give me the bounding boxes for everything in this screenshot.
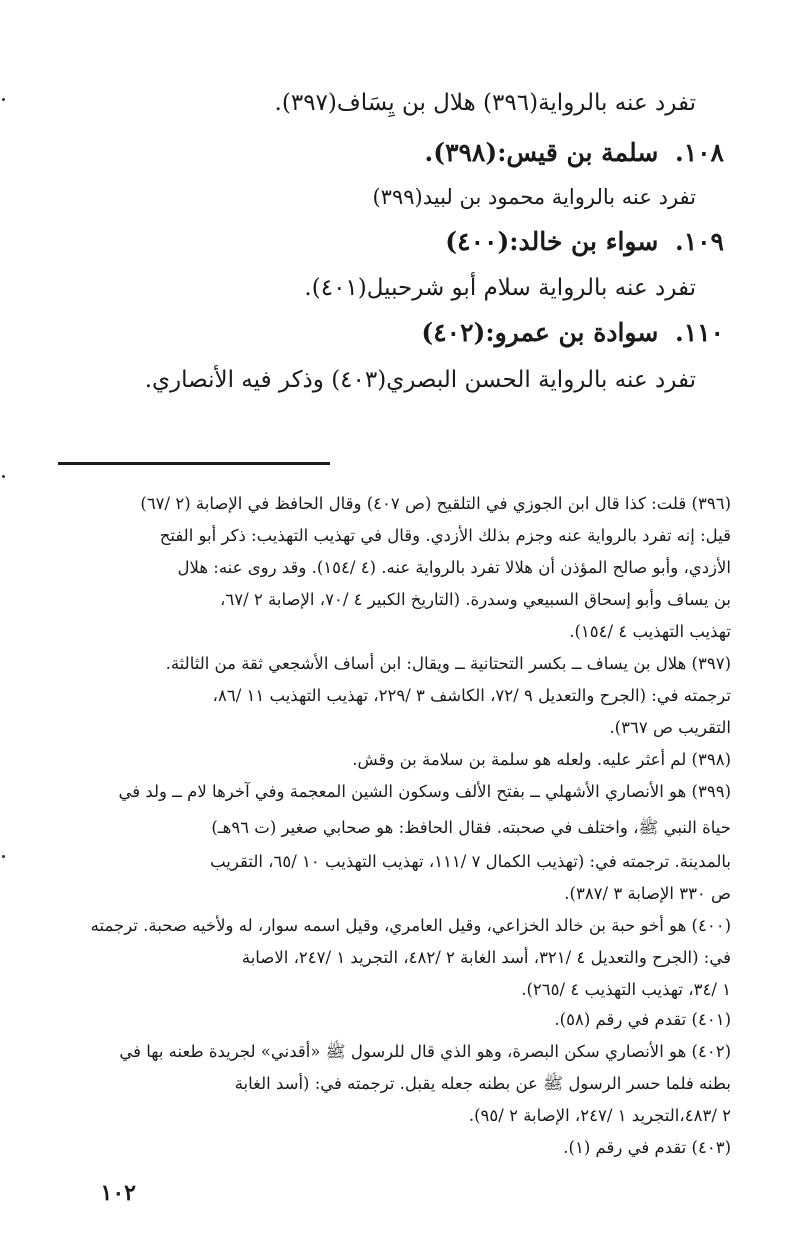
main-text-line: تفرد عنه بالرواية سلام أبو شرحبيل(٤٠١). xyxy=(304,275,696,301)
footnote-line: ١ /٣٤، تهذيب التهذيب ٤ /٢٦٥). xyxy=(521,980,731,999)
footnote-line: تهذيب التهذيب ٤ /١٥٤). xyxy=(569,622,731,641)
footnote-separator xyxy=(58,462,330,465)
footnote-line: ترجمته في: (الجرح والتعديل ٩ /٧٢، الكاشف ٣ /٢٢٩، تهذيب التهذيب ١١ /٨٦، xyxy=(212,686,731,705)
footnote-line: بالمدينة. ترجمته في: (تهذيب الكمال ٧ /١١١، تهذيب التهذيب ١٠ /٦٥، التقريب xyxy=(210,852,731,871)
page-number: ١٠٢ xyxy=(100,1180,136,1206)
entry-number: ١٠٩. xyxy=(674,227,724,256)
footnote-line: حياة النبي ﷺ، واختلف في صحبته. فقال الحافظ: هو صحابي صغير (ت ٩٦هـ) xyxy=(211,818,731,837)
footnote-line: في: (الجرح والتعديل ٤ /٣٢١، أسد الغابة ٢ /٤٨٢، التجريد ١ /٢٤٧، الاصابة xyxy=(241,948,731,967)
main-text-line: تفرد عنه بالرواية(٣٩٦) هلال بن يِسَاف(٣٩٧). xyxy=(274,90,696,116)
entry-name: سوادة بن عمرو:(٤٠٢) xyxy=(421,318,659,347)
footnote-line: (٤٠١) تقدم في رقم (٥٨). xyxy=(554,1010,731,1029)
footnote-line: الأزدي، وأبو صالح المؤذن أن هلالا تفرد بالرواية عنه. (٤ /١٥٤). وقد روى عنه: هلال xyxy=(177,558,731,577)
footnote-line: ٢ /٤٨٣،التجريد ١ /٢٤٧، الإصابة ٢ /٩٥). xyxy=(468,1106,731,1125)
footnote-line: (٣٩٩) هو الأنصاري الأشهلي ــ بفتح الألف وسكون الشين المعجمة وفي آخرها لام ــ ولد في xyxy=(118,782,731,801)
footnote-line: (٣٩٦) قلت: كذا قال ابن الجوزي في التلقيح (ص ٤٠٧) وقال الحافظ في الإصابة (٢ /٦٧) xyxy=(140,494,731,513)
footnote-line: بطنه فلما حسر الرسول ﷺ عن بطنه جعله يقبل. ترجمته في: (أسد الغابة xyxy=(234,1074,731,1093)
main-text-line: تفرد عنه بالرواية الحسن البصري(٤٠٣) وذكر فيه الأنصاري. xyxy=(144,367,696,393)
entry-heading-109 xyxy=(445,227,724,257)
entry-heading-108 xyxy=(425,138,724,168)
footnote-line: ص ٣٣٠ الإصابة ٣ /٣٨٧). xyxy=(564,884,731,903)
entry-number: ١٠٨. xyxy=(674,138,724,167)
footnote-line: (٤٠٠) هو أخو حبة بن خالد الخزاعي، وقيل العامري، وقيل اسمه سوار، له ولأخيه صحبة. ترجمته xyxy=(90,916,731,935)
main-text-line: تفرد عنه بالرواية محمود بن لبيد(٣٩٩) xyxy=(372,185,696,209)
footnote-line: (٣٩٨) لم أعثر عليه. ولعله هو سلمة بن سلامة بن وقش. xyxy=(352,750,731,769)
scan-mark xyxy=(2,98,5,101)
entry-name: سلمة بن قيس:(٣٩٨). xyxy=(424,138,659,167)
footnote-line: (٣٩٧) هلال بن يساف ــ بكسر التحتانية ــ ويقال: ابن أساف الأشجعي ثقة من الثالثة. xyxy=(165,654,731,673)
footnote-line: (٤٠٢) هو الأنصاري سكن البصرة، وهو الذي قال للرسول ﷺ «أقدني» لجريدة طعنه بها في xyxy=(119,1042,731,1061)
entry-number: ١١٠. xyxy=(674,318,724,347)
entry-name: سواء بن خالد:(٤٠٠) xyxy=(445,227,659,256)
footnote-line: قيل: إنه تفرد بالرواية عنه وجزم بذلك الأزدي. وقال في تهذيب التهذيب: ذكر أبو الفتح xyxy=(159,526,731,545)
footnote-line: (٤٠٣) تقدم في رقم (١). xyxy=(563,1138,731,1157)
scan-mark xyxy=(2,475,5,478)
footnote-line: بن يساف وأبو إسحاق السبيعي وسدرة. (التاريخ الكبير ٤ /٧٠، الإصابة ٢ /٦٧، xyxy=(220,590,731,609)
entry-heading-110 xyxy=(421,318,724,348)
footnote-line: التقريب ص ٣٦٧). xyxy=(609,718,731,737)
scan-mark xyxy=(2,855,5,858)
